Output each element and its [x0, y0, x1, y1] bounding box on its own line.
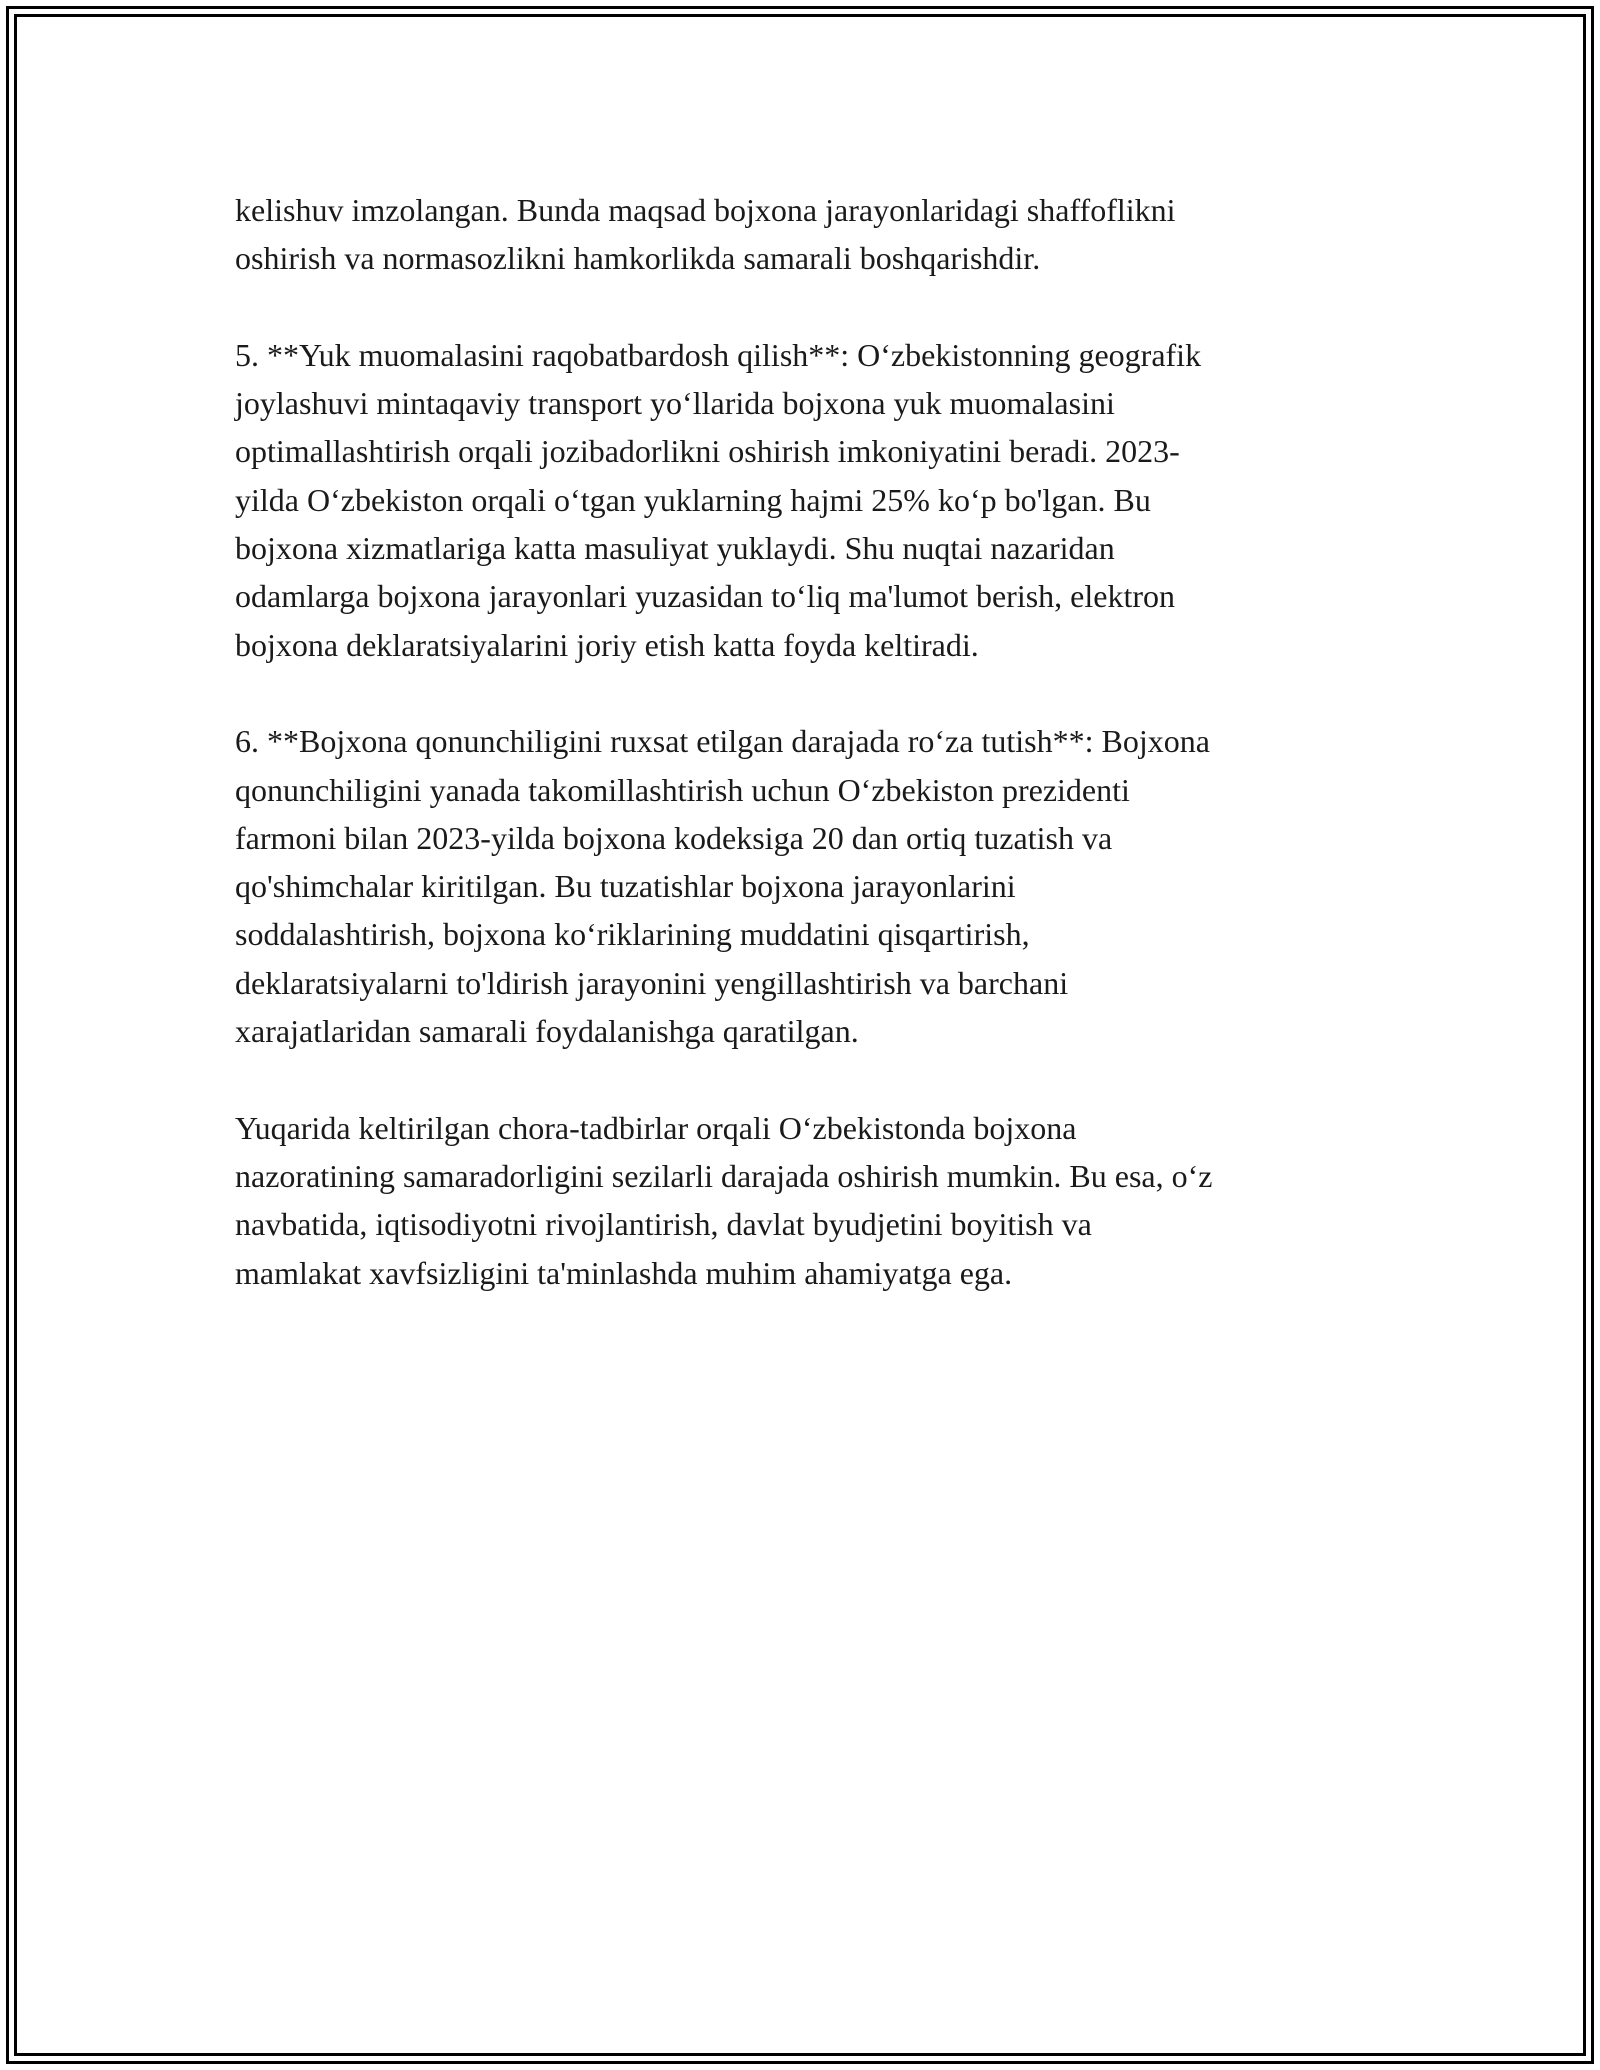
text-line: odamlarga bojxona jarayonlari yuzasidan to‘liq ma'lumot berish, elektron: [235, 578, 1176, 615]
text-line: optimallashtirish orqali jozibadorlikni oshirish imkoniyatini beradi. 2023-: [235, 433, 1180, 470]
text-line: nazoratining samaradorligini sezilarli darajada oshirish mumkin. Bu esa, o‘z: [235, 1157, 1213, 1194]
text-line: bojxona deklaratsiyalarini joriy etish katta foyda keltiradi.: [235, 626, 979, 663]
text-line: deklaratsiyalarni to'ldirish jarayonini yengillashtirish va barchani: [235, 964, 1069, 1001]
text-line: xarajatlaridan samarali foydalanishga qaratilgan.: [235, 1013, 859, 1050]
paragraph-conclusion: [235, 1104, 1385, 1297]
text-line: navbatida, iqtisodiyotni rivojlantirish, davlat byudjetini boyitish va: [235, 1206, 1092, 1243]
paragraph-item-6: [235, 717, 1385, 1055]
text-line: oshirish va normasozlikni hamkorlikda samarali boshqarishdir.: [235, 240, 1041, 277]
text-line: soddalashtirish, bojxona ko‘riklarining muddatini qisqartirish,: [235, 916, 1030, 953]
text-line: qo'shimchalar kiritilgan. Bu tuzatishlar bojxona jarayonlarini: [235, 868, 1016, 905]
text-line: Yuqarida keltirilgan chora-tadbirlar orqali O‘zbekistonda bojxona: [235, 1109, 1077, 1146]
text-line: yilda O‘zbekiston orqali o‘tgan yuklarning hajmi 25% ko‘p bo'lgan. Bu: [235, 481, 1151, 518]
text-line: bojxona xizmatlariga katta masuliyat yuklaydi. Shu nuqtai nazaridan: [235, 530, 1115, 567]
text-line: joylashuvi mintaqaviy transport yo‘llarida bojxona yuk muomalasini: [235, 385, 1115, 422]
text-line: kelishuv imzolangan. Bunda maqsad bojxona jarayonlaridagi shaffoflikni: [235, 192, 1176, 228]
text-line: 6. **Bojxona qonunchiligini ruxsat etilgan darajada ro‘za tutish**: Bojxona: [235, 723, 1210, 760]
text-line: qonunchiligini yanada takomillashtirish uchun O‘zbekiston prezidenti: [235, 771, 1130, 808]
text-line: mamlakat xavfsizligini ta'minlashda muhim ahamiyatga ega.: [235, 1254, 1013, 1291]
paragraph-intro-continuation: [235, 186, 1385, 283]
text-line: 5. **Yuk muomalasini raqobatbardosh qilish**: O‘zbekistonning geografik: [235, 336, 1202, 373]
paragraph-item-5: [235, 331, 1385, 669]
text-line: farmoni bilan 2023-yilda bojxona kodeksiga 20 dan ortiq tuzatish va: [235, 819, 1113, 856]
document-body: [235, 186, 1385, 1345]
